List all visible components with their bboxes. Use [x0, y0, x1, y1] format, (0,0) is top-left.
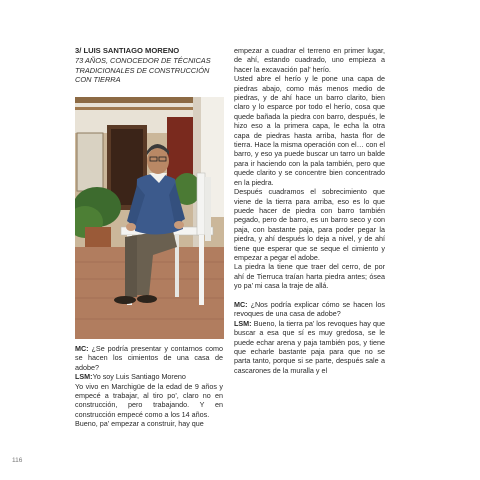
- left-paragraph-1: MC: ¿Se podría presentar y contarnos como se hacen los cimientos de una casa de adobe?: [75, 344, 223, 372]
- right-paragraph-1: empezar a cuadrar el terreno en primer lugar, de ahí, estando cuadrado, uno empieza a hacer la excavación pal’ herío.: [234, 46, 385, 74]
- left-paragraph-3: Yo vivo en Marchigüe de la edad de 9 años y empecé a trabajar, al tiro po’, claro no en construcción, pero trabajando. Y en construcción empecé como a los 14 años.: [75, 381, 223, 419]
- right-paragraph-3: Después cuadramos el sobrecimiento que viene de la tierra para arriba, eso es lo que puede hacer de piedra con barro también pegado, pero de barro, es un barro seco y con paja, con bastante paja, para poder pegar la piedra, y ahí después lo deja a nivel, y de ahí tiene que esperar que se seque el cimiento y empezar a pegar el adobe.: [234, 187, 385, 262]
- article-header: [75, 46, 223, 85]
- right-paragraph-4: La piedra la tiene que traer del cerro, de por ahí de Tierruca traían harta piedra antes; ósea yo pa’ mi casa la traje de allá.: [234, 262, 385, 291]
- right-paragraph-5: MC: ¿Nos podría explicar cómo se hacen los revoques de una casa de adobe?: [234, 299, 385, 319]
- left-column-text: [75, 344, 223, 429]
- article-subtitle-line-2: TRADICIONALES DE CONSTRUCCIÓN: [75, 65, 210, 75]
- right-paragraph-2: Usted abre el herío y le pone una capa de piedras abajo, como más menos medio de piedras, y de ahí hace un barro clarito, bien claro y lo esparce por todo el herío, cosa que quede bañada la piedra con barro, después, le hizo eso a la primera capa, le echa la otra capa de piedras hasta arriba, hasta flor de tierra. Hace la misma operación con el… con el barro, y eso ya puede buscar un tarro un balde para ir haciendo con la pala también, pero que quede clarito y se concentre bien concentrado en la piedra.: [234, 74, 386, 187]
- left-paragraph-4: Bueno, pa’ empezar a construir, hay que: [75, 419, 204, 429]
- right-column-text: [234, 46, 385, 375]
- article-subtitle-line-1: 73 AÑOS, CONOCEDOR DE TÉCNICAS: [75, 56, 211, 65]
- portrait-photo: [75, 97, 224, 339]
- article-subtitle-line-3: CON TIERRA: [75, 75, 121, 85]
- article-title: 3/ LUIS SANTIAGO MORENO: [75, 46, 180, 55]
- left-paragraph-2: LSM:Yo soy Luis Santiago Moreno: [75, 372, 186, 382]
- photo-portrait-illustration: [75, 97, 224, 339]
- page-number: 116: [12, 457, 23, 464]
- right-paragraph-6: LSM: Bueno, la tierra pa’ los revoques hay que buscar a esa que sí es muy gredosa, se le puede echar arena y paja también pos, y tiene que echarle bastante paja para que no se parta tanto, porque si se parte, después sale a cascarones de la muralla y el: [234, 318, 385, 375]
